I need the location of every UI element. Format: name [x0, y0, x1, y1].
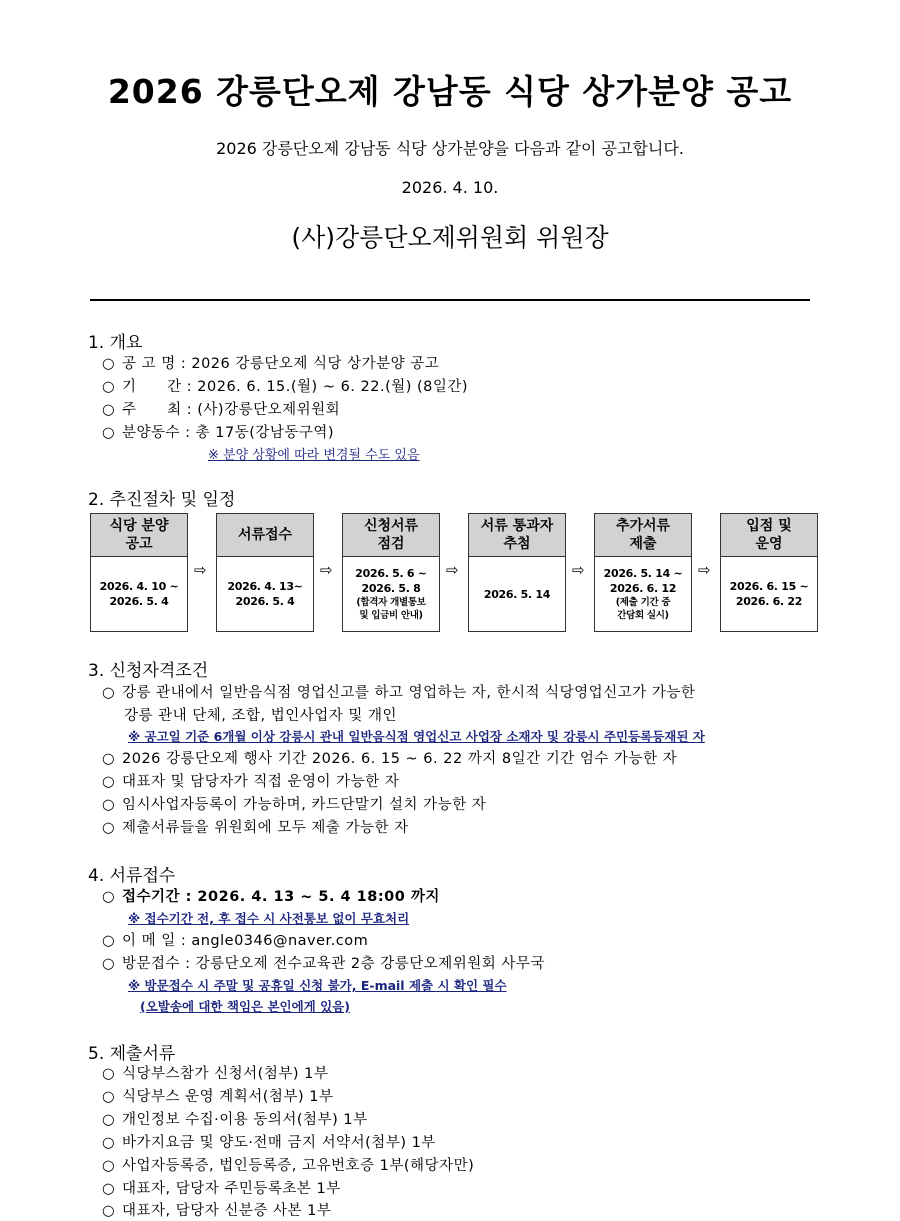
s3-note: ※ 공고일 기준 6개월 이상 강릉시 관내 일반음식점 영업신고 사업장 소재자 및 강릉시 주민등록등재된 자	[128, 729, 705, 744]
s5-item	[102, 1131, 436, 1152]
bullet: ○	[102, 685, 116, 701]
s5-item	[102, 1108, 368, 1129]
bullet: ○	[102, 889, 116, 905]
notice-date: 2026. 4. 10.	[401, 178, 499, 197]
s3-item	[102, 793, 486, 814]
flow-step-title: 입점 및 운영	[721, 514, 817, 557]
s3-item-cont: 강릉 관내 단체, 조합, 법인사업자 및 개인	[124, 708, 397, 724]
section-4-heading: 4. 서류접수	[88, 866, 176, 886]
s4-period: 접수기간 : 2026. 4. 13 ~ 5. 4 18:00 까지	[122, 889, 440, 905]
s5-item-text: 대표자, 담당자 신분증 사본 1부	[122, 1203, 332, 1219]
flow-step-title: 신청서류 점검	[343, 514, 439, 557]
flow-step-title: 서류 통과자 추첨	[469, 514, 565, 557]
s5-item	[102, 1154, 474, 1175]
s1-item	[102, 421, 334, 442]
s5-item	[102, 1177, 341, 1198]
s5-item-text: 개인정보 수집·이용 동의서(첨부) 1부	[122, 1112, 368, 1128]
s1-item-text: 분양동수 : 총 17동(강남동구역)	[122, 425, 335, 441]
flow-step-date: 2026. 5. 14	[483, 587, 551, 601]
flow-step	[594, 513, 692, 632]
flow-step	[90, 513, 188, 632]
bullet: ○	[102, 1112, 116, 1128]
s5-item-text: 바가지요금 및 양도·전매 금지 서약서(첨부) 1부	[122, 1135, 436, 1151]
bullet: ○	[102, 1066, 116, 1082]
s3-item	[102, 816, 409, 837]
issuer: (사)강릉단오제위원회 위원장	[291, 223, 609, 252]
bullet: ○	[102, 1135, 116, 1151]
s3-item-text: 대표자 및 담당자가 직접 운영이 가능한 자	[122, 774, 400, 790]
flow-step-title: 추가서류 제출	[595, 514, 691, 557]
bullet: ○	[102, 933, 116, 949]
flow-step-date: 2026. 4. 10 ~ 2026. 5. 4	[99, 580, 179, 608]
s4-note: ※ 접수기간 전, 후 접수 시 사전통보 없이 무효처리	[128, 911, 410, 926]
flow-step-date: 2026. 6. 15 ~ 2026. 6. 22	[729, 580, 809, 608]
s3-item	[102, 747, 677, 768]
s1-item-text: 주 최 : (사)강릉단오제위원회	[122, 402, 341, 418]
arrow-icon: ⇨	[446, 561, 459, 579]
section-2-heading: 2. 추진절차 및 일정	[88, 490, 236, 510]
s4-note: ※ 방문접수 시 주말 및 공휴일 신청 불가, E-mail 제출 시 확인 필수	[128, 978, 507, 993]
s5-item-text: 식당부스참가 신청서(첨부) 1부	[122, 1066, 329, 1082]
section-1-heading: 1. 개요	[88, 333, 143, 353]
s1-item-text: 기 간 : 2026. 6. 15.(월) ~ 6. 22.(월) (8일간)	[122, 379, 469, 395]
s3-item-text: 2026 강릉단오제 행사 기간 2026. 6. 15 ~ 6. 22 까지 8일간 기간 엄수 가능한 자	[122, 751, 678, 767]
bullet: ○	[102, 1158, 116, 1174]
bullet: ○	[102, 356, 116, 372]
bullet: ○	[102, 402, 116, 418]
flow-step-title: 서류접수	[217, 514, 313, 557]
arrow-icon: ⇨	[320, 561, 333, 579]
s4-note: (오발송에 대한 책임은 본인에게 있음)	[140, 999, 350, 1014]
bullet: ○	[102, 1089, 116, 1105]
s1-item	[102, 352, 439, 373]
divider	[90, 299, 810, 301]
section-3-heading: 3. 신청자격조건	[88, 661, 209, 681]
process-flow	[90, 513, 816, 633]
s1-item	[102, 375, 468, 396]
s5-item-text: 식당부스 운영 계획서(첨부) 1부	[122, 1089, 334, 1105]
s1-item-text: 공 고 명 : 2026 강릉단오제 식당 상가분양 공고	[122, 356, 440, 372]
s5-item-text: 대표자, 담당자 주민등록초본 1부	[122, 1181, 341, 1197]
bullet: ○	[102, 797, 116, 813]
s3-item-text: 임시사업자등록이 가능하며, 카드단말기 설치 가능한 자	[122, 797, 487, 813]
s4-item	[102, 952, 545, 973]
section-5-heading: 5. 제출서류	[88, 1044, 176, 1064]
flow-step	[468, 513, 566, 632]
flow-step-date: 2026. 5. 14 ~ 2026. 6. 12 (제출 기간 중 간담회 실시)	[603, 567, 683, 621]
s5-item	[102, 1062, 328, 1083]
s5-item	[102, 1085, 333, 1106]
intro-text: 2026 강릉단오제 강남동 식당 상가분양을 다음과 같이 공고합니다.	[216, 139, 684, 158]
s4-item	[102, 885, 440, 906]
flow-step	[720, 513, 818, 632]
bullet: ○	[102, 1181, 116, 1197]
flow-step	[342, 513, 440, 632]
s3-item	[102, 681, 695, 702]
flow-step	[216, 513, 314, 632]
bullet: ○	[102, 820, 116, 836]
bullet: ○	[102, 751, 116, 767]
s3-item	[102, 770, 399, 791]
s1-item	[102, 398, 340, 419]
flow-step-date: 2026. 4. 13~ 2026. 5. 4	[227, 580, 303, 608]
bullet: ○	[102, 956, 116, 972]
page-title: 2026 강릉단오제 강남동 식당 상가분양 공고	[107, 72, 793, 111]
flow-step-title: 식당 분양 공고	[91, 514, 187, 557]
s4-item	[102, 929, 368, 950]
s5-item-text: 사업자등록증, 법인등록증, 고유번호증 1부(해당자만)	[122, 1158, 475, 1174]
bullet: ○	[102, 379, 116, 395]
s4-email: 이 메 일 : angle0346@naver.com	[122, 933, 369, 949]
s4-visit: 방문접수 : 강릉단오제 전수교육관 2층 강릉단오제위원회 사무국	[122, 956, 545, 972]
s3-item-text: 강릉 관내에서 일반음식점 영업신고를 하고 영업하는 자, 한시적 식당영업신고가 가능한	[122, 685, 696, 701]
arrow-icon: ⇨	[572, 561, 585, 579]
bullet: ○	[102, 1203, 116, 1219]
arrow-icon: ⇨	[698, 561, 711, 579]
bullet: ○	[102, 425, 116, 441]
s3-item-text: 제출서류들을 위원회에 모두 제출 가능한 자	[122, 820, 409, 836]
bullet: ○	[102, 774, 116, 790]
s5-item	[102, 1199, 331, 1220]
s1-note: ※ 분양 상황에 따라 변경될 수도 있음	[208, 448, 420, 463]
arrow-icon: ⇨	[194, 561, 207, 579]
flow-step-date: 2026. 5. 6 ~ 2026. 5. 8 (합격자 개별통보 및 입금비 안내)	[355, 567, 427, 621]
